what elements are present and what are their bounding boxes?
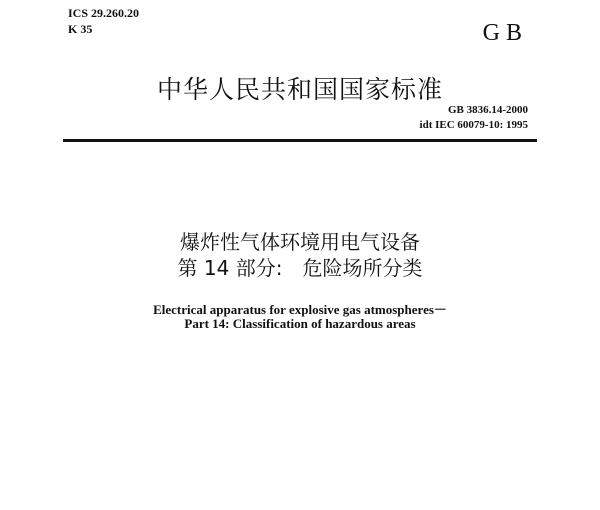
standard-number: GB 3836.14-2000 — [447, 104, 528, 116]
classification-code: K 35 — [68, 22, 93, 36]
english-title-line-2: Part 14: Classification of hazardous areas — [184, 316, 416, 331]
chinese-title-line-2: 第 14 部分: 危险场所分类 — [177, 256, 423, 280]
ics-code: ICS 29.260.20 — [68, 6, 140, 20]
english-title-line-1: Electrical apparatus for explosive gas atmospheres－ — [153, 302, 447, 317]
gb-mark: GB — [482, 20, 528, 46]
identical-reference: idt IEC 60079-10: 1995 — [419, 119, 528, 131]
chinese-title-line-1: 爆炸性气体环境用电气设备 — [180, 230, 420, 254]
standard-title: 中华人民共和国国家标准 — [156, 75, 443, 104]
header-divider — [63, 139, 537, 142]
